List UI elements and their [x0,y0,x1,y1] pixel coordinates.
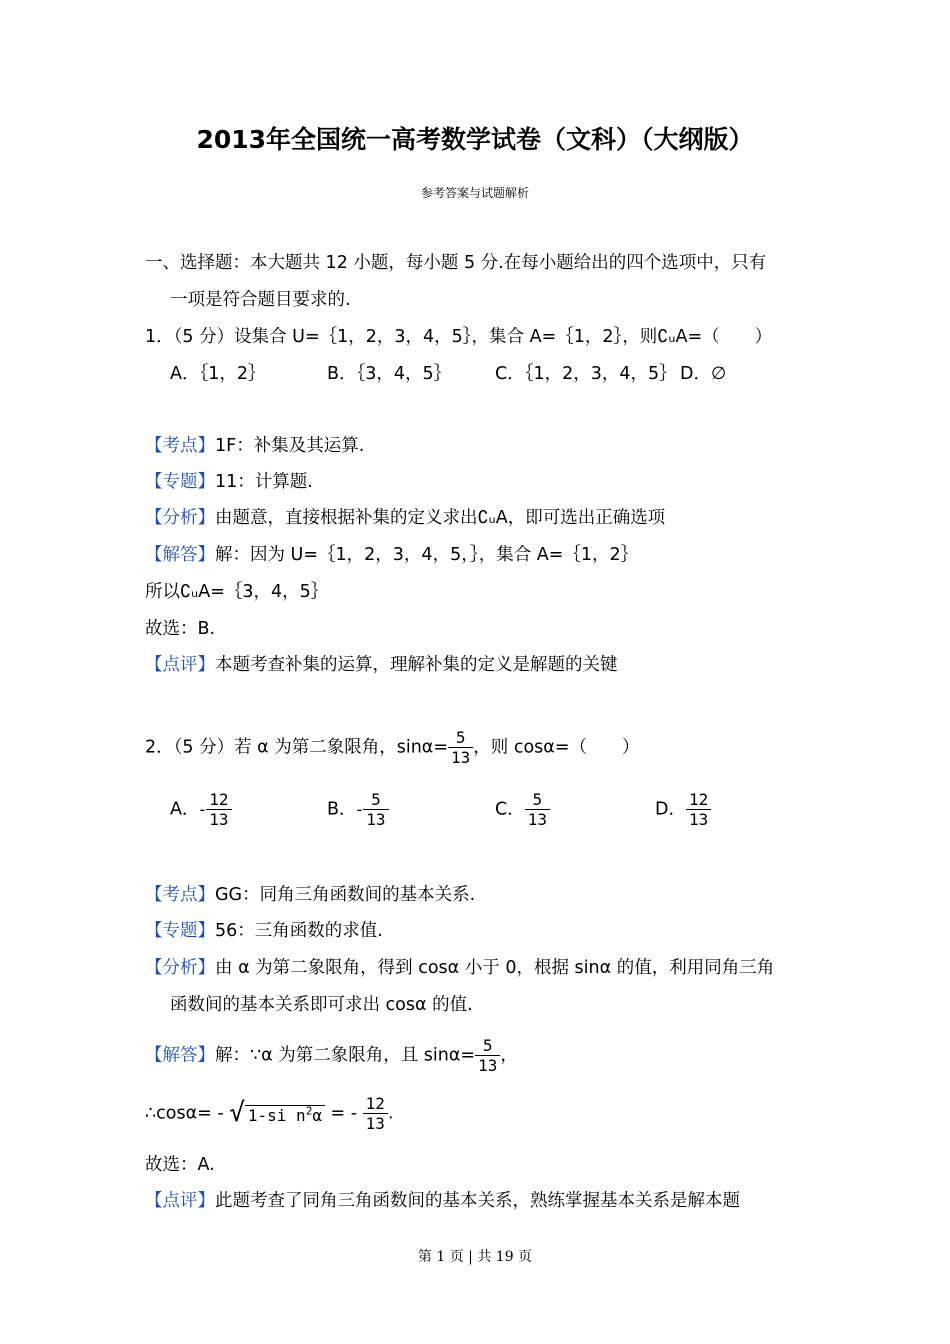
q2-dianping-tag: 【点评】 [145,1191,215,1211]
q1-jieda [145,543,638,567]
q1-jieda-text: 解：因为 U=｛1，2，3，4，5，｝，集合 A=｛1，2｝ [215,545,639,565]
q2-option-c [495,790,550,829]
q2-jieda-pre: 解：∵α 为第二象限角，且 sinα= [215,1045,476,1066]
q2-stem-fraction [448,728,473,767]
q1-dianping-tag: 【点评】 [145,655,215,675]
q2-kaodian-tag: 【考点】 [145,885,215,905]
q1-option-b: B．｛3，4，5｝ [327,364,452,384]
frac-numerator: 12 [365,1094,385,1113]
q1-stem: 1．（5 分）设集合 U=｛1，2，3，4，5｝，集合 A=｛1，2｝，则∁ᵤA=（ ） [145,327,773,347]
q1-jieda-tag: 【解答】 [145,545,215,565]
q2-jieda-fraction [475,1036,500,1075]
frac-numerator: 12 [209,790,229,809]
q2-option-c-fraction [525,790,550,829]
frac-denominator: 13 [525,809,550,829]
frac-denominator: 13 [686,809,711,829]
q2-stem-post: ，则 cosα=（ ） [473,737,640,758]
q2-zhuanti-tag: 【专题】 [145,921,215,941]
q1-option-c: C．｛1，2，3，4，5｝ [495,364,677,384]
q2-option-b-fraction [363,790,388,829]
q2-guxuan: 故选：A. [145,1155,215,1175]
q1-zhuanti [145,470,313,494]
minus-sign: - [199,799,206,819]
q2-calc-pre: ∴cosα= - [145,1103,224,1124]
q2-dianping-text: 此题考查了同角三角函数间的基本关系，熟练掌握基本关系是解本题 [215,1191,740,1211]
q1-kaodian [145,434,364,458]
q2-dianping [145,1189,740,1213]
q2-jieda-post: ， [500,1045,518,1066]
q2-option-d [655,790,711,829]
q2-calc-mid: = - [330,1103,358,1124]
sqrt-body [245,1105,325,1125]
page-subtitle: 参考答案与试题解析 [420,186,529,200]
q2-zhuanti [145,919,383,943]
q2-stem-pre: 2．（5 分）若 α 为第二象限角，sinα= [145,737,449,758]
frac-numerator: 12 [688,790,709,809]
q2-calc [145,1094,394,1133]
radical-sign: √ [229,1098,245,1129]
minus-sign: - [356,799,363,819]
q2-jieda-tag: 【解答】 [145,1045,215,1066]
frac-denominator: 13 [206,809,231,829]
sqrt-exponent: 2 [305,1104,313,1118]
q2-option-d-fraction [686,790,711,829]
q1-zhuanti-text: 11：计算题. [215,472,313,492]
q2-option-a [170,790,232,829]
q1-zhuanti-tag: 【专题】 [145,472,215,492]
frac-numerator: 5 [371,790,381,809]
frac-numerator: 5 [455,728,466,747]
section-heading-line2: 一项是符合题目要求的. [170,290,351,310]
q1-dianping [145,653,618,677]
q2-option-b-label: B． [327,799,357,820]
page-footer: 第 1 页 | 共 19 页 [417,1249,533,1265]
q1-kaodian-tag: 【考点】 [145,436,215,456]
frac-denominator: 13 [363,1113,388,1133]
frac-numerator: 5 [532,790,543,809]
page-title: 2013年全国统一高考数学试卷（文科）（大纲版） [196,125,754,154]
q2-calc-fraction [363,1094,388,1133]
q2-option-a-fraction [206,790,231,829]
q1-suoyi: 所以∁ᵤA=｛3，4，5｝ [145,582,329,602]
q1-dianping-text: 本题考查补集的运算，理解补集的定义是解题的关键 [215,655,618,675]
q2-jieda [145,1036,518,1075]
q2-option-a-label: A． [170,799,200,820]
frac-numerator: 5 [482,1036,493,1055]
q2-stem [145,728,640,767]
q2-calc-post: . [387,1103,394,1124]
q1-fenxi-text: 由题意，直接根据补集的定义求出∁ᵤA，即可选出正确选项 [215,508,666,528]
frac-denominator: 13 [448,747,473,767]
q1-guxuan: 故选：B. [145,619,216,639]
q2-fenxi-text1: 由 α 为第二象限角，得到 cosα 小于 0，根据 sinα 的值，利用同角三角 [215,958,775,978]
q2-fenxi-tag: 【分析】 [145,958,215,978]
q2-fenxi [145,956,774,980]
q1-fenxi [145,506,665,530]
q2-kaodian [145,883,475,907]
q1-kaodian-text: 1F：补集及其运算. [215,436,365,456]
q2-fenxi-line2: 函数间的基本关系即可求出 cosα 的值. [170,995,473,1015]
q1-option-d: D．∅ [680,364,727,384]
q2-kaodian-text: GG：同角三角函数间的基本关系. [215,885,476,905]
sqrt-expression [229,1099,325,1127]
sqrt-text: 1-si n [247,1105,306,1125]
q2-option-d-label: D． [655,799,686,820]
frac-denominator: 13 [475,1055,500,1075]
sqrt-variable: α [312,1105,322,1125]
q2-option-b [327,790,389,829]
frac-denominator: 13 [363,809,388,829]
q2-zhuanti-text: 56：三角函数的求值. [215,921,383,941]
q1-option-a: A．｛1，2｝ [170,364,266,384]
section-heading-line1: 一、选择题：本大题共 12 小题，每小题 5 分.在每小题给出的四个选项中，只有 [145,253,767,273]
q1-fenxi-tag: 【分析】 [145,508,215,528]
q2-option-c-label: C． [495,799,525,820]
